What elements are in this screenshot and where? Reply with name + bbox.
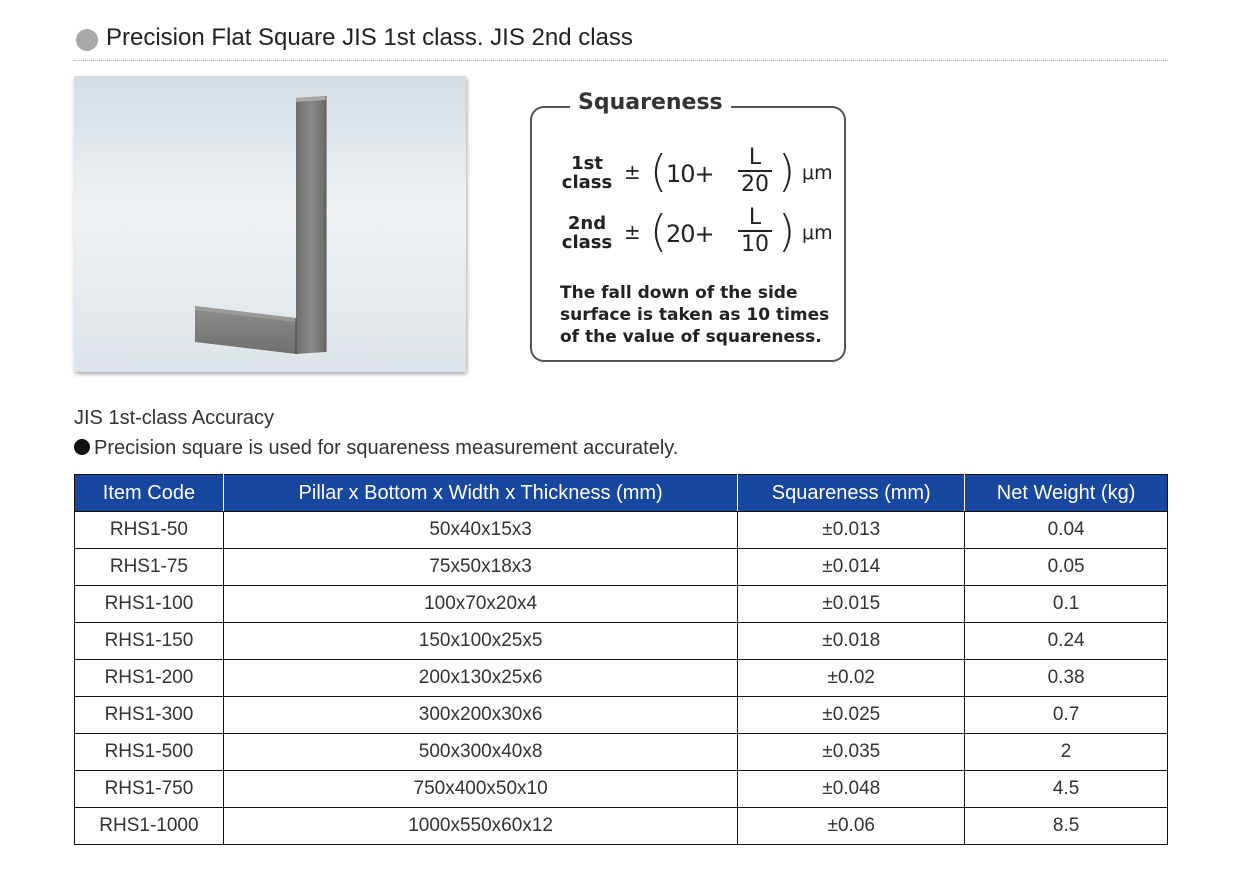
cell-squareness: ±0.015 bbox=[738, 586, 965, 623]
squareness-box bbox=[530, 90, 846, 362]
class-word: class bbox=[561, 172, 613, 193]
cell-dimensions: 150x100x25x5 bbox=[223, 623, 737, 660]
formula-fraction bbox=[738, 206, 772, 258]
cell-item-code: RHS1-1000 bbox=[75, 808, 224, 845]
cell-dimensions: 75x50x18x3 bbox=[223, 549, 737, 586]
bullet-icon bbox=[74, 439, 90, 455]
formula-class-label bbox=[556, 214, 618, 252]
flat-square-illustration bbox=[74, 76, 466, 372]
cell-item-code: RHS1-150 bbox=[75, 623, 224, 660]
fraction-denominator: 10 bbox=[741, 232, 769, 257]
table-row bbox=[75, 697, 1168, 734]
note-line: The fall down of the side bbox=[560, 283, 798, 303]
cell-squareness: ±0.048 bbox=[738, 771, 965, 808]
formula-base: 20+ bbox=[666, 220, 714, 248]
formula-base: 10+ bbox=[666, 160, 714, 188]
formula-fraction bbox=[738, 146, 772, 198]
spec-table bbox=[74, 474, 1168, 845]
class-number: 2nd bbox=[567, 213, 607, 234]
cell-item-code: RHS1-200 bbox=[75, 660, 224, 697]
cell-net-weight: 0.05 bbox=[965, 549, 1168, 586]
formula-unit: μm bbox=[802, 222, 833, 244]
table-row bbox=[75, 808, 1168, 845]
table-row bbox=[75, 771, 1168, 808]
title-bullet-icon bbox=[76, 29, 98, 51]
table-row bbox=[75, 549, 1168, 586]
cell-dimensions: 200x130x25x6 bbox=[223, 660, 737, 697]
formula-class-label bbox=[556, 154, 618, 192]
cell-squareness: ±0.035 bbox=[738, 734, 965, 771]
table-header-row bbox=[75, 475, 1168, 512]
cell-dimensions: 100x70x20x4 bbox=[223, 586, 737, 623]
cell-squareness: ±0.014 bbox=[738, 549, 965, 586]
table-row bbox=[75, 660, 1168, 697]
cell-net-weight: 0.7 bbox=[965, 697, 1168, 734]
cell-squareness: ±0.02 bbox=[738, 660, 965, 697]
left-paren: ( bbox=[650, 146, 668, 197]
cell-squareness: ±0.025 bbox=[738, 697, 965, 734]
cell-squareness: ±0.018 bbox=[738, 623, 965, 660]
page-title: Precision Flat Square JIS 1st class. JIS 2nd class bbox=[106, 24, 633, 51]
cell-item-code: RHS1-75 bbox=[75, 549, 224, 586]
cell-item-code: RHS1-50 bbox=[75, 512, 224, 549]
left-paren: ( bbox=[650, 206, 668, 257]
cell-squareness: ±0.013 bbox=[738, 512, 965, 549]
cell-dimensions: 50x40x15x3 bbox=[223, 512, 737, 549]
accuracy-subheading: JIS 1st-class Accuracy bbox=[74, 407, 275, 429]
plus-minus-sign: ± bbox=[624, 220, 641, 244]
cell-item-code: RHS1-500 bbox=[75, 734, 224, 771]
cell-item-code: RHS1-750 bbox=[75, 771, 224, 808]
right-paren: ) bbox=[778, 206, 796, 257]
plus-minus-sign: ± bbox=[624, 160, 641, 184]
cell-net-weight: 0.38 bbox=[965, 660, 1168, 697]
cell-net-weight: 0.1 bbox=[965, 586, 1168, 623]
formula-2nd-class bbox=[556, 205, 833, 262]
column-header-squareness: Squareness (mm) bbox=[738, 475, 965, 512]
cell-dimensions: 1000x550x60x12 bbox=[223, 808, 737, 845]
table-row bbox=[75, 586, 1168, 623]
formula-1st-class bbox=[556, 145, 833, 202]
table-row bbox=[75, 512, 1168, 549]
column-header-dimensions: Pillar x Bottom x Width x Thickness (mm) bbox=[223, 475, 737, 512]
formula-unit: μm bbox=[802, 162, 833, 184]
right-paren: ) bbox=[778, 146, 796, 197]
cell-net-weight: 8.5 bbox=[965, 808, 1168, 845]
cell-dimensions: 500x300x40x8 bbox=[223, 734, 737, 771]
bullet-text: Precision square is used for squareness measurement accurately. bbox=[94, 437, 679, 459]
cell-net-weight: 2 bbox=[965, 734, 1168, 771]
column-header-item-code: Item Code bbox=[75, 475, 224, 512]
note-line: surface is taken as 10 times bbox=[560, 305, 830, 325]
description-bullet bbox=[74, 437, 678, 460]
table-row bbox=[75, 734, 1168, 771]
cell-net-weight: 0.24 bbox=[965, 623, 1168, 660]
section-title-row bbox=[74, 22, 1168, 61]
cell-item-code: RHS1-300 bbox=[75, 697, 224, 734]
class-number: 1st bbox=[571, 153, 603, 174]
fraction-numerator: L bbox=[738, 146, 772, 172]
cell-squareness: ±0.06 bbox=[738, 808, 965, 845]
squareness-title: Squareness bbox=[570, 90, 731, 115]
cell-item-code: RHS1-100 bbox=[75, 586, 224, 623]
cell-net-weight: 4.5 bbox=[965, 771, 1168, 808]
column-header-net-weight: Net Weight (kg) bbox=[965, 475, 1168, 512]
class-word: class bbox=[561, 232, 613, 253]
fraction-numerator: L bbox=[738, 206, 772, 232]
product-image bbox=[74, 76, 466, 372]
cell-dimensions: 300x200x30x6 bbox=[223, 697, 737, 734]
fraction-denominator: 20 bbox=[741, 172, 769, 197]
table-row bbox=[75, 623, 1168, 660]
note-line: of the value of squareness. bbox=[560, 327, 822, 347]
cell-net-weight: 0.04 bbox=[965, 512, 1168, 549]
squareness-note bbox=[560, 282, 840, 348]
cell-dimensions: 750x400x50x10 bbox=[223, 771, 737, 808]
